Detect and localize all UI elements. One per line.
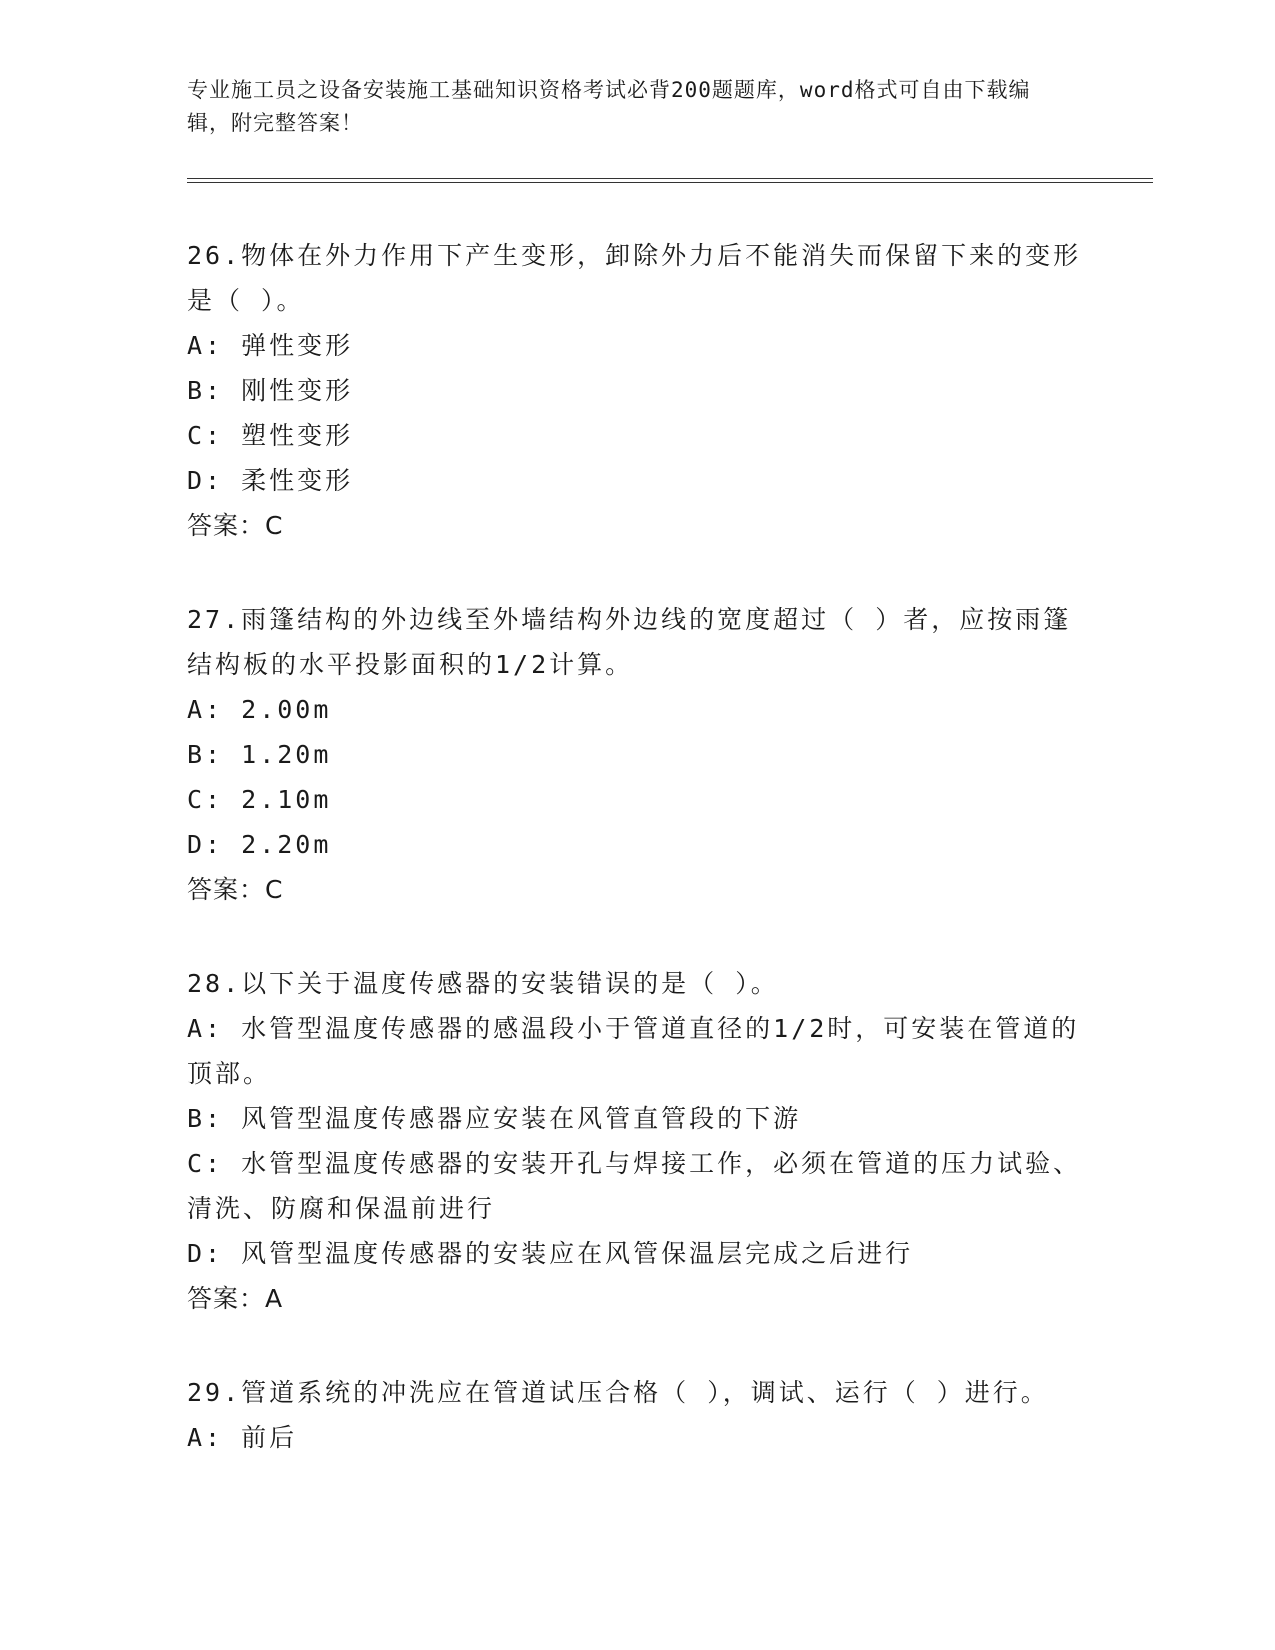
option-c: C: 2.10m bbox=[187, 785, 332, 814]
option-b: B: 风管型温度传感器应安装在风管直管段的下游 bbox=[187, 1104, 802, 1133]
option-a: A: 前后 bbox=[187, 1423, 298, 1452]
header-rule-top bbox=[187, 178, 1153, 179]
option-a: A: 水管型温度传感器的感温段小于管道直径的1/2时，可安装在管道的顶部。 bbox=[187, 1014, 1080, 1088]
option-c: C: 水管型温度传感器的安装开孔与焊接工作，必须在管道的压力试验、清洗、防腐和保温前进行 bbox=[187, 1149, 1082, 1223]
header-rule-bottom bbox=[187, 182, 1153, 183]
question-text: 29.管道系统的冲洗应在管道试压合格（ ），调试、运行（ ）进行。 bbox=[187, 1378, 1049, 1407]
question-28 bbox=[187, 961, 1087, 1322]
option-c: C: 塑性变形 bbox=[187, 421, 354, 450]
question-26 bbox=[187, 233, 1087, 549]
question-29 bbox=[187, 1370, 1087, 1460]
question-text: 27.雨篷结构的外边线至外墙结构外边线的宽度超过（ ）者，应按雨篷结构板的水平投影面积的1/2计算。 bbox=[187, 605, 1072, 679]
question-text: 28.以下关于温度传感器的安装错误的是（ ）。 bbox=[187, 969, 779, 998]
question-27 bbox=[187, 597, 1087, 913]
option-d: D: 风管型温度传感器的安装应在风管保温层完成之后进行 bbox=[187, 1239, 914, 1268]
answer-line: 答案：C bbox=[187, 511, 284, 540]
document-header: 专业施工员之设备安装施工基础知识资格考试必背200题题库，word格式可自由下载编辑，附完整答案！ bbox=[187, 78, 1031, 135]
option-a: A: 2.00m bbox=[187, 695, 332, 724]
question-text: 26.物体在外力作用下产生变形，卸除外力后不能消失而保留下来的变形是（ ）。 bbox=[187, 241, 1082, 315]
option-a: A: 弹性变形 bbox=[187, 331, 354, 360]
option-d: D: 柔性变形 bbox=[187, 466, 354, 495]
question-list bbox=[187, 233, 1087, 1508]
option-b: B: 1.20m bbox=[187, 740, 332, 769]
option-b: B: 刚性变形 bbox=[187, 376, 354, 405]
answer-line: 答案：C bbox=[187, 875, 284, 904]
option-d: D: 2.20m bbox=[187, 830, 332, 859]
answer-line: 答案：A bbox=[187, 1284, 284, 1313]
